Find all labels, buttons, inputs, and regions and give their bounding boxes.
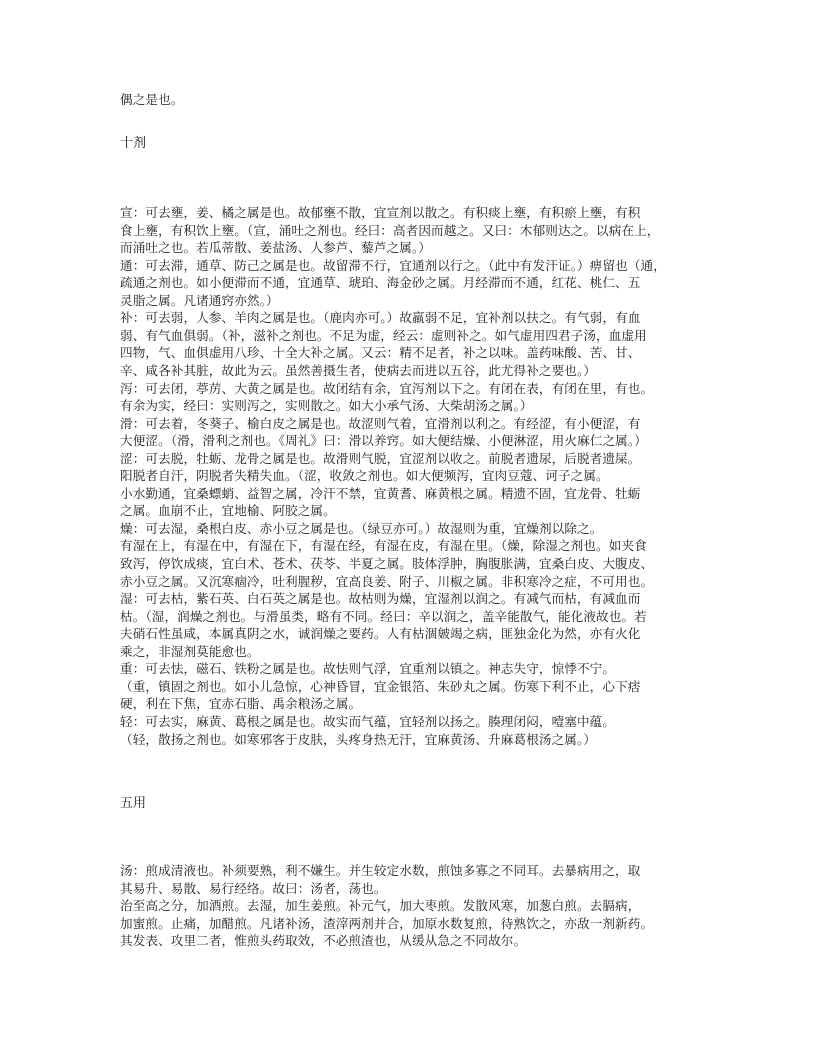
text-line: 泻：可去闭，葶苈、大黄之属是也。故闭结有余，宜泻剂以下之。有闭在表，有闭在里，有也。 — [120, 380, 654, 396]
text-line: 其易升、易散、易行经络。故曰：汤者，荡也。 — [120, 880, 387, 896]
text-line: 有湿在上，有湿在中，有湿在下，有湿在经，有湿在皮，有湿在里。（燥，除湿之剂也。如夹食 — [120, 538, 647, 554]
text-line: 弱、有气血俱弱。（补，滋补之剂也。不足为虚，经云：虚则补之。如气虚用四君子汤，血虚用 — [120, 327, 647, 343]
text-line: 赤小豆之属。又沉寒痼冷，吐利腥秽，宜高良姜、附子、川椒之属。非积寒冷之症，不可用也。 — [120, 573, 654, 589]
text-line: 滑：可去着，冬葵子、榆白皮之属是也。故涩则气着，宜滑剂以利之。有经涩，有小便涩，有 — [120, 415, 641, 431]
text-line: 治至高之分，加酒煎。去湿，加生姜煎。补元气，加大枣煎。发散风寒，加葱白煎。去膈病， — [120, 898, 641, 914]
text-line: 灵脂之属。凡诸通窍亦然。） — [120, 292, 279, 308]
text-line: 涩：可去脱，牡蛎、龙骨之属是也。故滑则气脱，宜涩剂以收之。前脱者遗尿，后脱者遗屎。 — [120, 450, 641, 466]
text-line: 大便涩。（滑，滑利之剂也。《周礼》曰：滑以养窍。如大便结燥、小便淋涩，用火麻仁之属。） — [120, 433, 647, 449]
text-line: 小水勤通，宜桑螵蛸、益智之属，冷汗不禁，宜黄耆、麻黄根之属。精遗不固，宜龙骨、牡蛎 — [120, 485, 641, 501]
section-title-shiji: 十剂 — [120, 136, 147, 151]
text-line: 四物，气、血俱虚用八珍、十全大补之属。又云：精不足者，补之以味。盖药味酸、苦、甘、 — [120, 345, 641, 361]
text-line: 补：可去弱，人参、羊肉之属是也。（鹿肉亦可。）故羸弱不足，宜补剂以扶之。有气弱，有血 — [120, 310, 641, 326]
text-line: 加蜜煎。止痛，加醋煎。凡诸补汤，渣滓两剂并合，加原水数复煎，待熟饮之，亦敌一剂新药。 — [120, 915, 654, 931]
text-line: 湿：可去枯，紫石英、白石英之属是也。故枯则为燥，宜湿剂以润之。有减气而枯，有减血而 — [120, 591, 641, 607]
text-line: 阳脱者自汗，阴脱者失精失血。（涩，收敛之剂也。如大便频泻，宜肉豆蔻、诃子之属。 — [120, 468, 609, 484]
text-line: 通：可去滞，通草、防己之属是也。故留滞不行，宜通剂以行之。（此中有发汗证。）痹留也（通， — [120, 257, 666, 273]
section-title-wuyong: 五用 — [120, 796, 147, 811]
text-line: 重：可去怯，磁石、铁粉之属是也。故怯则气浮，宜重剂以镇之。神志失守，惊悸不宁。 — [120, 661, 616, 677]
text-line: 而涌吐之也。若瓜蒂散、姜盐汤、人参芦、藜芦之属。） — [120, 240, 432, 256]
text-line: （轻，散扬之剂也。如寒邪客于皮肤，头疼身热无汗，宜麻黄汤、升麻葛根汤之属。） — [120, 731, 597, 747]
text-line: 夫硝石性虽咸，本属真阴之水，诚润燥之要药。人有枯涸皴竭之病，匪独金化为然，亦有火化 — [120, 626, 641, 642]
text-line: 其发表、攻里二者，惟煎头药取效，不必煎渣也，从缓从急之不同故尔。 — [120, 933, 527, 949]
intro-line: 偶之是也。 — [120, 92, 184, 107]
text-line: 致泻，停饮成痰，宜白术、苍术、茯苓、半夏之属。肢体浮肿，胸腹胀满，宜桑白皮、大腹皮、 — [120, 556, 654, 571]
text-line: 宣：可去壅，姜、橘之属是也。故郁壅不散，宜宣剂以散之。有积痰上壅，有积瘀上壅，有积 — [120, 205, 641, 220]
text-line: 辛、咸各补其脏，故此为云。虽然善摄生者，使病去而进以五谷，此尤得补之要也。） — [120, 362, 597, 378]
text-line: 枯。（湿，润燥之剂也。与滑虽类，略有不同。经曰：辛以润之，盖辛能散气，能化液故也。若 — [120, 608, 647, 624]
text-line: 硬，利在下焦，宜赤石脂、禹余粮汤之属。 — [120, 696, 362, 712]
text-line: 食上壅，有积饮上壅。（宣，涌吐之剂也。经曰：高者因而越之。又曰：木郁则达之。以病在上， — [120, 222, 660, 238]
text-line: 汤：煎成清液也。补须要熟，利不嫌生。并生较定水数，煎蚀多寡之不同耳。去暴病用之，取 — [120, 863, 641, 878]
text-line: 乘之，非湿剂莫能愈也。 — [120, 643, 260, 659]
text-line: 轻：可去实，麻黄、葛根之属是也。故实而气蕴，宜轻剂以扬之。腠理闭闷，噎塞中蕴。 — [120, 713, 616, 729]
text-line: 燥：可去湿，桑根白皮、赤小豆之属是也。（绿豆亦可。）故湿则为重，宜燥剂以除之。 — [120, 520, 603, 536]
text-line: 疏通之剂也。如小便滞而不通，宜通草、琥珀、海金砂之属。月经滞而不通，红花、桃仁、五 — [120, 275, 641, 291]
text-line: 有余为实，经曰：实则泻之，实则散之。如大小承气汤、大柴胡汤之属。） — [120, 398, 533, 414]
text-line: 之属。血崩不止，宜地榆、阿胶之属。 — [120, 503, 336, 519]
text-line: （重，镇固之剂也。如小儿急惊，心神昏冒，宜金银箔、朱砂丸之属。伤寒下利不止，心下痞 — [120, 678, 641, 694]
